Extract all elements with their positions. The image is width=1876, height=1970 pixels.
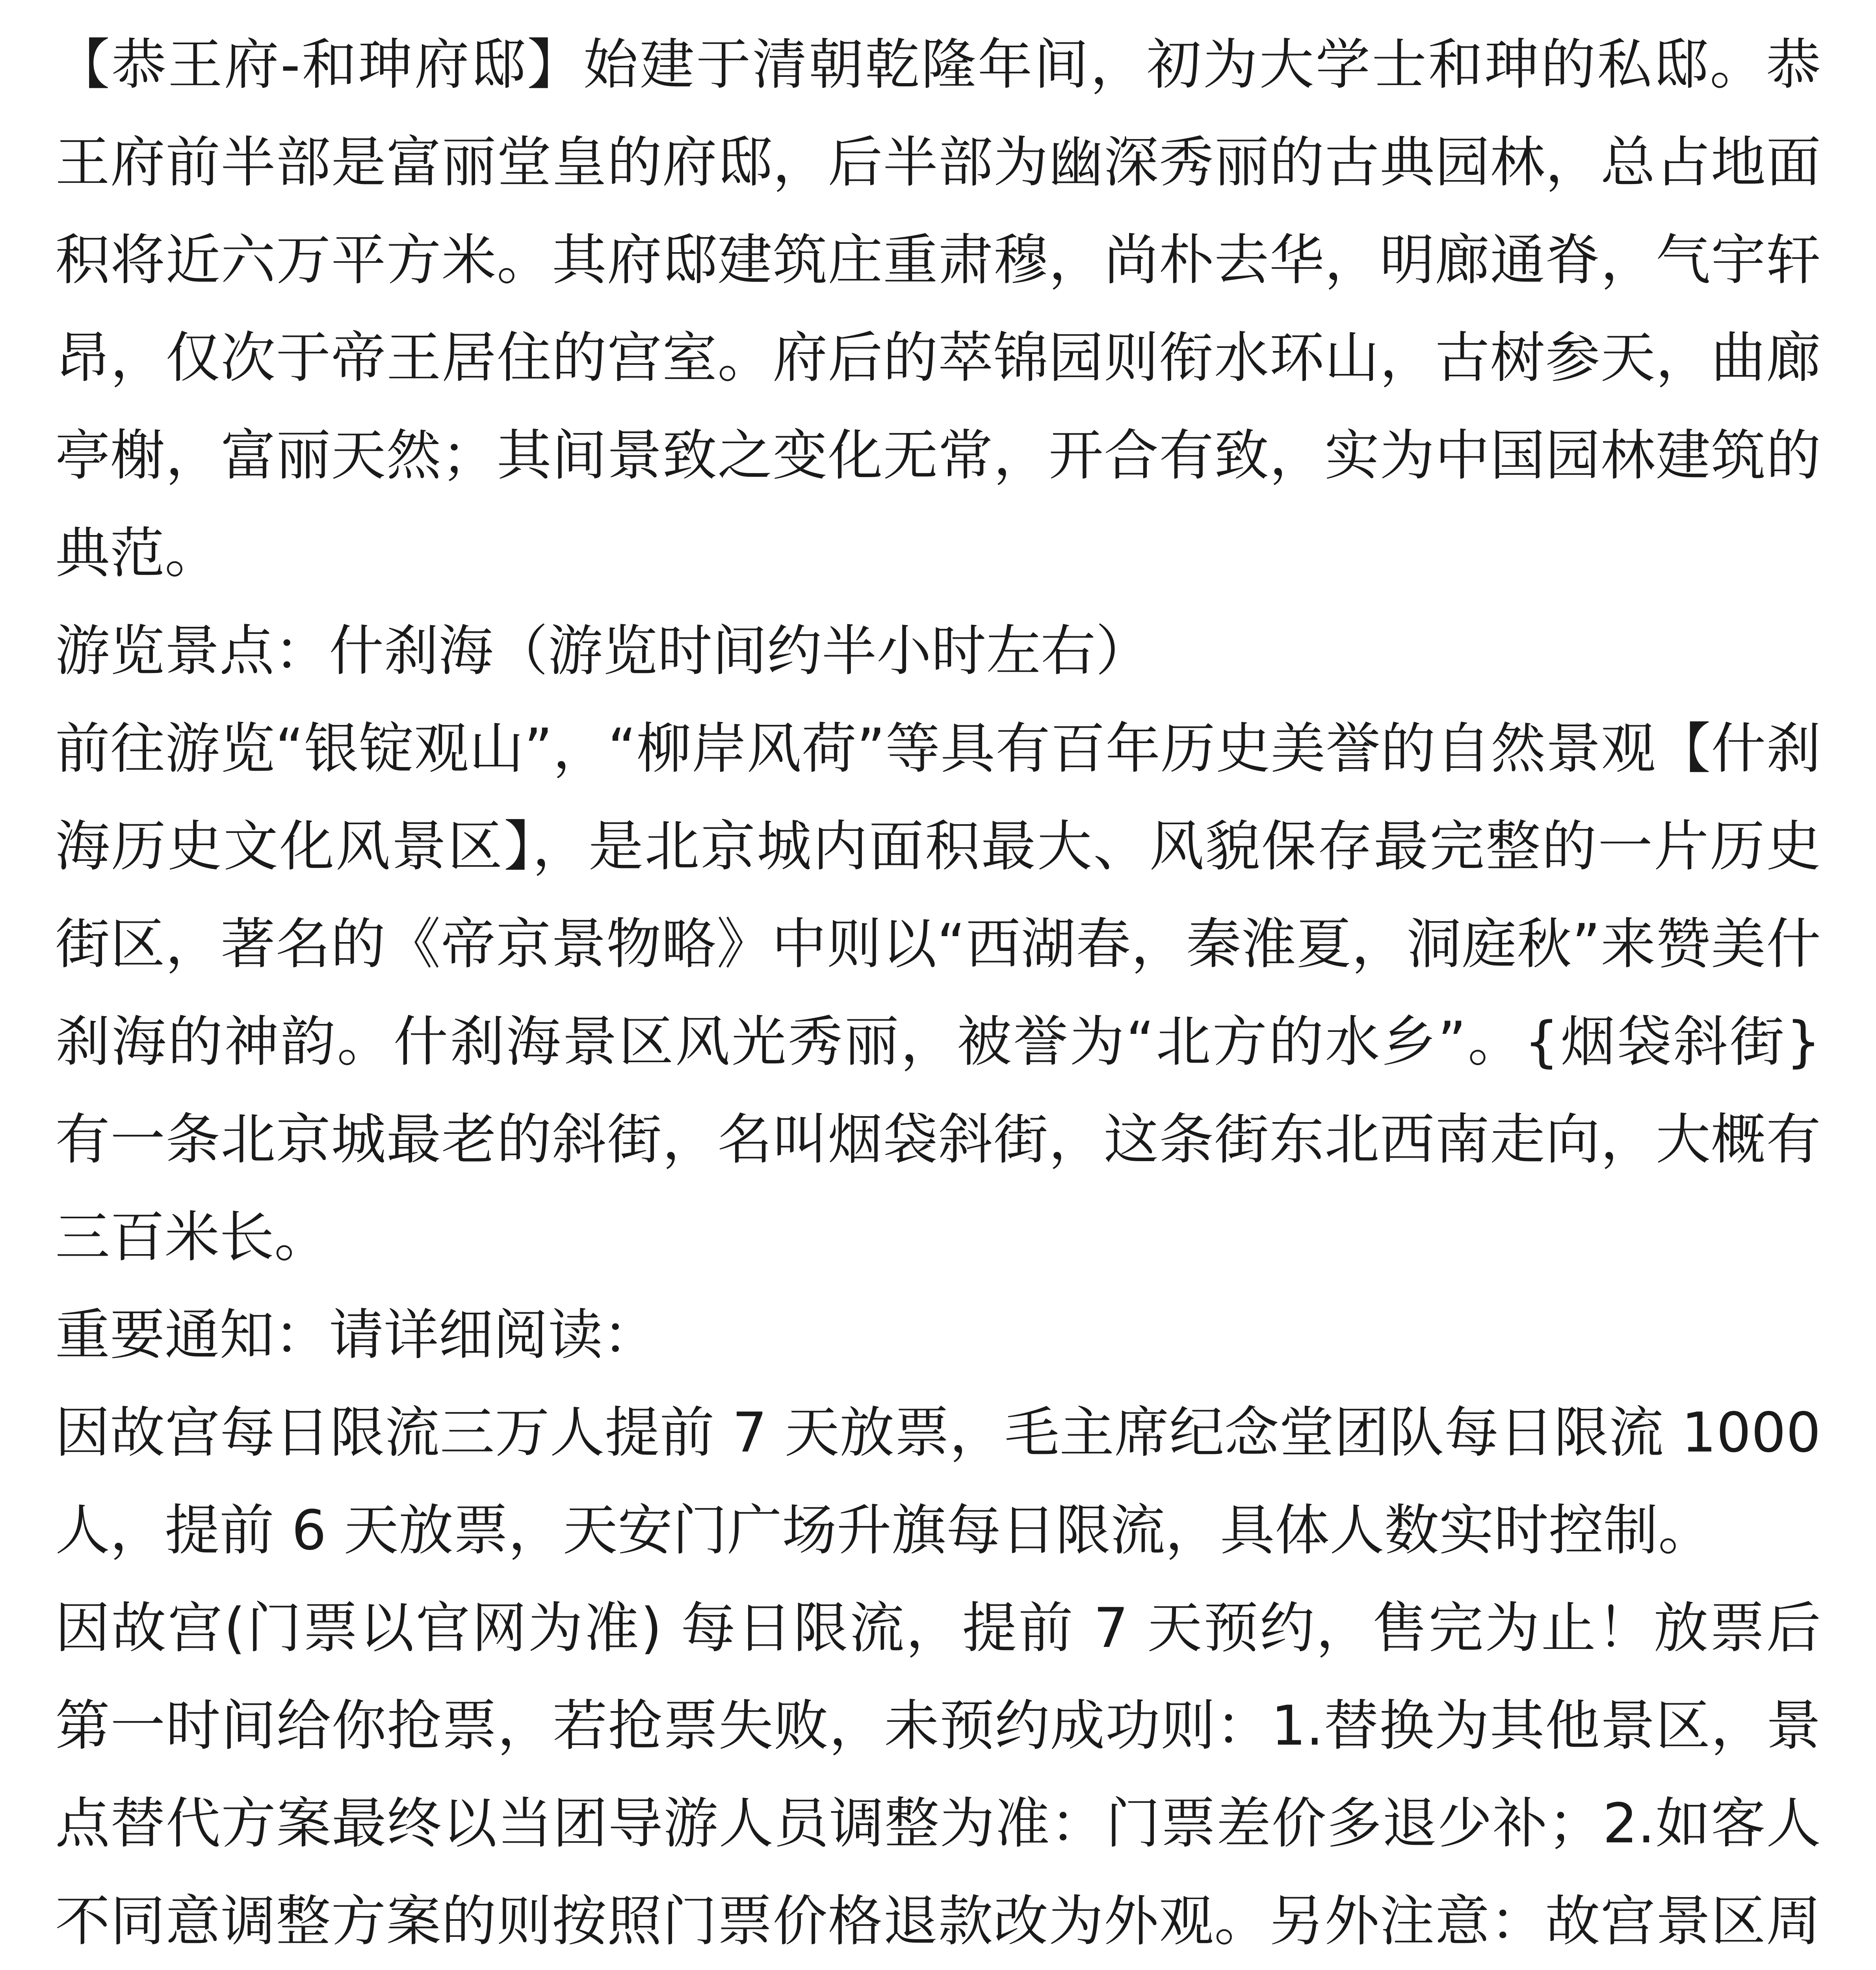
paragraph-shichahai-description: 前往游览“银锭观山”，“柳岸风荷”等具有百年历史美誉的自然景观【什刹海历史文化风景区】，是北京城内面积最大、风貌保存最完整的一片历史街区，著名的《帝京景物略》中则以“西湖春，秦淮夏，洞庭秋”来赞美什刹海的神韵。什刹海景区风光秀丽，被誉为“北方的水乡”。{烟袋斜街}有一条北京城最老的斜街，名叫烟袋斜街，这条街东北西南走向，大概有三百米长。 [55,717,1821,1269]
paragraph-ticket-limits: 因故宫每日限流三万人提前 7 天放票，毛主席纪念堂团队每日限流 1000 人，提前 6 天放票，天安门广场升旗每日限流，具体人数实时控制。 [55,1401,1821,1562]
paragraph-shichahai-heading: 游览景点：什刹海（游览时间约半小时左右） [55,619,1150,683]
document-body [55,16,1821,1970]
paragraph-palace-reservation: 因故宫(门票以官网为准) 每日限流，提前 7 天预约，售完为止！放票后第一时间给你抢票，若抢票失败，未预约成功则：1.替换为其他景区，景点替代方案最终以当团导游人员调整为准：门票差价多退少补；2.如客人不同意调整方案的则按照门票价格退款改为外观。另外注意：故宫景区周 [55,1596,1821,1953]
paragraph-gongwangfu-intro: 【恭王府-和珅府邸】始建于清朝乾隆年间，初为大学士和珅的私邸。恭王府前半部是富丽堂皇的府邸，后半部为幽深秀丽的古典园林，总占地面积将近六万平方米。其府邸建筑庄重肃穆，尚朴去华，明廊通脊，气宇轩昂，仅次于帝王居住的宫室。府后的萃锦园则衔水环山，古树参天，曲廊亭榭，富丽天然；其间景致之变化无常，开合有致，实为中国园林建筑的典范。 [55,33,1821,585]
paragraph-notice-heading: 重要通知：请详细阅读： [55,1303,658,1367]
